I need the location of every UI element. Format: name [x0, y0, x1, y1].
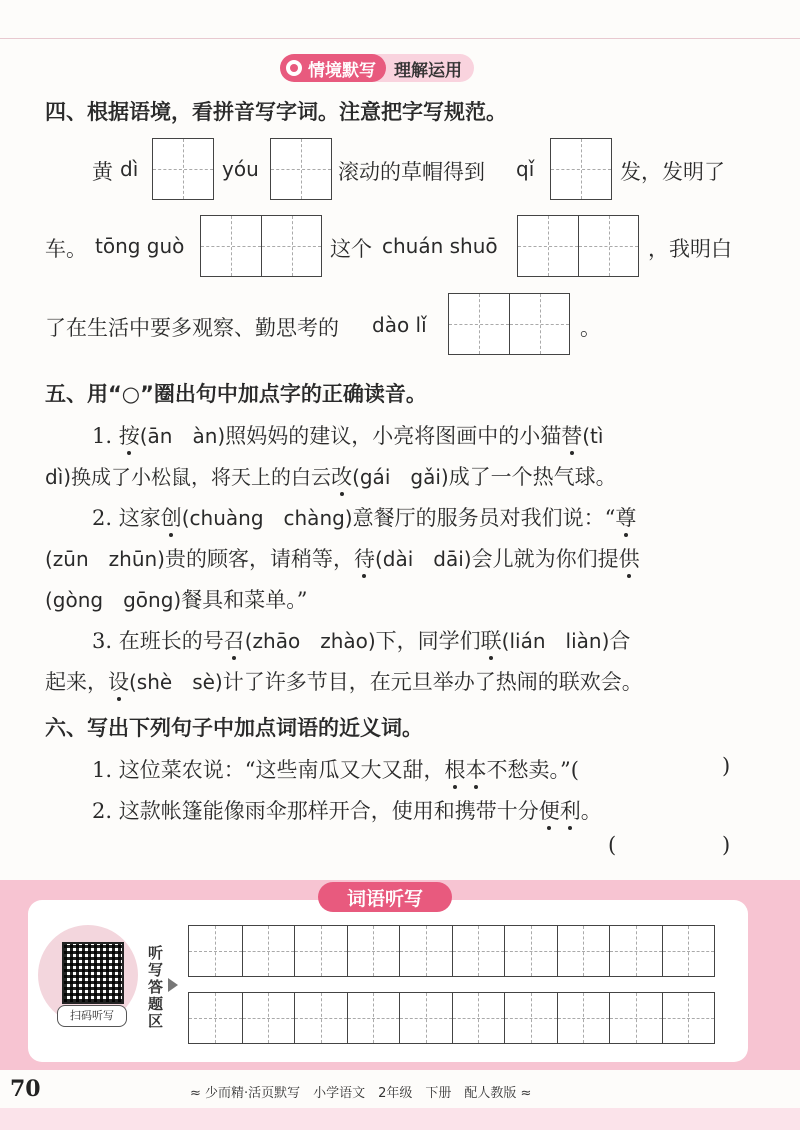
s4-l2-c: ，我明白	[648, 237, 732, 261]
dotted-char: 便	[539, 795, 560, 825]
answer-grid-2[interactable]	[270, 138, 332, 200]
s6-q1: 1. 这位菜农说：“这些南瓜又大又甜，根本不愁卖。”(	[92, 754, 579, 784]
dotted-char: 召	[224, 625, 245, 655]
page-number: 70	[10, 1076, 41, 1102]
badge-primary	[280, 54, 386, 82]
qr-label[interactable]: 扫码听写	[57, 1005, 127, 1027]
dotted-char: 供	[619, 543, 640, 573]
section-6-title: 六、写出下列句子中加点词语的近义词。	[45, 716, 423, 740]
s4-l2-py1: tōng guò	[95, 234, 185, 258]
s4-l1-py1: dì	[120, 157, 139, 181]
top-rule	[0, 38, 800, 39]
dictation-grid-row-2[interactable]	[188, 992, 715, 1044]
s6-q2-open: (	[608, 833, 617, 857]
s4-l1-a: 黄	[92, 160, 113, 184]
answer-grid-1[interactable]	[152, 138, 214, 200]
badge-secondary: 理解运用	[372, 54, 474, 82]
s5-q1-line2: dì)换成了小松鼠，将天上的白云改(gái gǎi)成了一个热气球。	[45, 461, 617, 491]
answer-grid-4[interactable]	[200, 215, 322, 277]
s4-l1-py3: qǐ	[516, 157, 535, 181]
answer-grid-3[interactable]	[550, 138, 612, 200]
answer-area-label: 听写答题区	[148, 944, 164, 1030]
dotted-char: 按	[119, 420, 140, 450]
s5-q2-line3: (gòng gōng)餐具和菜单。”	[45, 588, 308, 612]
arrow-right-icon	[168, 978, 178, 992]
bottom-decor	[0, 1108, 800, 1130]
answer-grid-5[interactable]	[517, 215, 639, 277]
section-5-title: 五、用“○”圈出句中加点字的正确读音。	[45, 382, 427, 406]
s4-l1-c: 发，发明了	[620, 160, 725, 184]
dotted-char: 根	[444, 754, 465, 784]
dictation-grid-row-1[interactable]	[188, 925, 715, 977]
answer-grid-6[interactable]	[448, 293, 570, 355]
s4-l2-py2: chuán shuō	[382, 234, 498, 258]
s4-l2-a: 车。	[45, 237, 87, 261]
dotted-char: 联	[481, 625, 502, 655]
badge-primary-label: 情境默写	[308, 60, 376, 81]
s4-l3-a: 了在生活中要多观察、勤思考的	[45, 316, 339, 340]
footer-text: ≈ 少而精·活页默写 小学语文 2年级 下册 配人教版 ≈	[190, 1086, 532, 1101]
dotted-char: 利	[560, 795, 581, 825]
dotted-char: 尊	[615, 502, 636, 532]
dotted-char: 改	[331, 461, 352, 491]
qr-code-icon[interactable]	[62, 942, 124, 1004]
s6-q2: 2. 这款帐篷能像雨伞那样开合，使用和携带十分便利。	[92, 795, 602, 825]
dotted-char: 待	[354, 543, 375, 573]
dotted-char: 创	[161, 502, 182, 532]
s4-l2-b: 这个	[330, 237, 372, 261]
dotted-char: 替	[561, 420, 582, 450]
section-4-title: 四、根据语境，看拼音写字词。注意把字写规范。	[45, 100, 507, 124]
camera-icon	[286, 60, 302, 76]
s4-l3-py1: dào lǐ	[372, 313, 427, 337]
s5-q2-line2: (zūn zhūn)贵的顾客，请稍等，待(dài dāi)会儿就为你们提供	[45, 543, 640, 573]
section-badge	[280, 54, 474, 82]
dotted-char: 本	[465, 754, 486, 784]
s5-q2-line1: 2. 这家创(chuàng chàng)意餐厅的服务员对我们说：“尊	[92, 502, 636, 532]
dictation-title: 词语听写	[318, 882, 452, 912]
s6-q2-close: )	[722, 833, 731, 857]
s5-q3-line2: 起来，设(shè sè)计了许多节目，在元旦举办了热闹的联欢会。	[45, 666, 643, 696]
s5-q1-line1: 1. 按(ān àn)照妈妈的建议，小亮将图画中的小猫替(tì	[92, 420, 603, 450]
s6-q1-close: )	[722, 754, 731, 778]
s4-l1-py2: yóu	[222, 157, 259, 181]
s5-q3-line1: 3. 在班长的号召(zhāo zhào)下，同学们联(lián liàn)合	[92, 625, 630, 655]
s4-l3-end: 。	[580, 316, 601, 340]
dotted-char: 设	[108, 666, 129, 696]
s4-l1-b: 滚动的草帽得到	[338, 160, 485, 184]
